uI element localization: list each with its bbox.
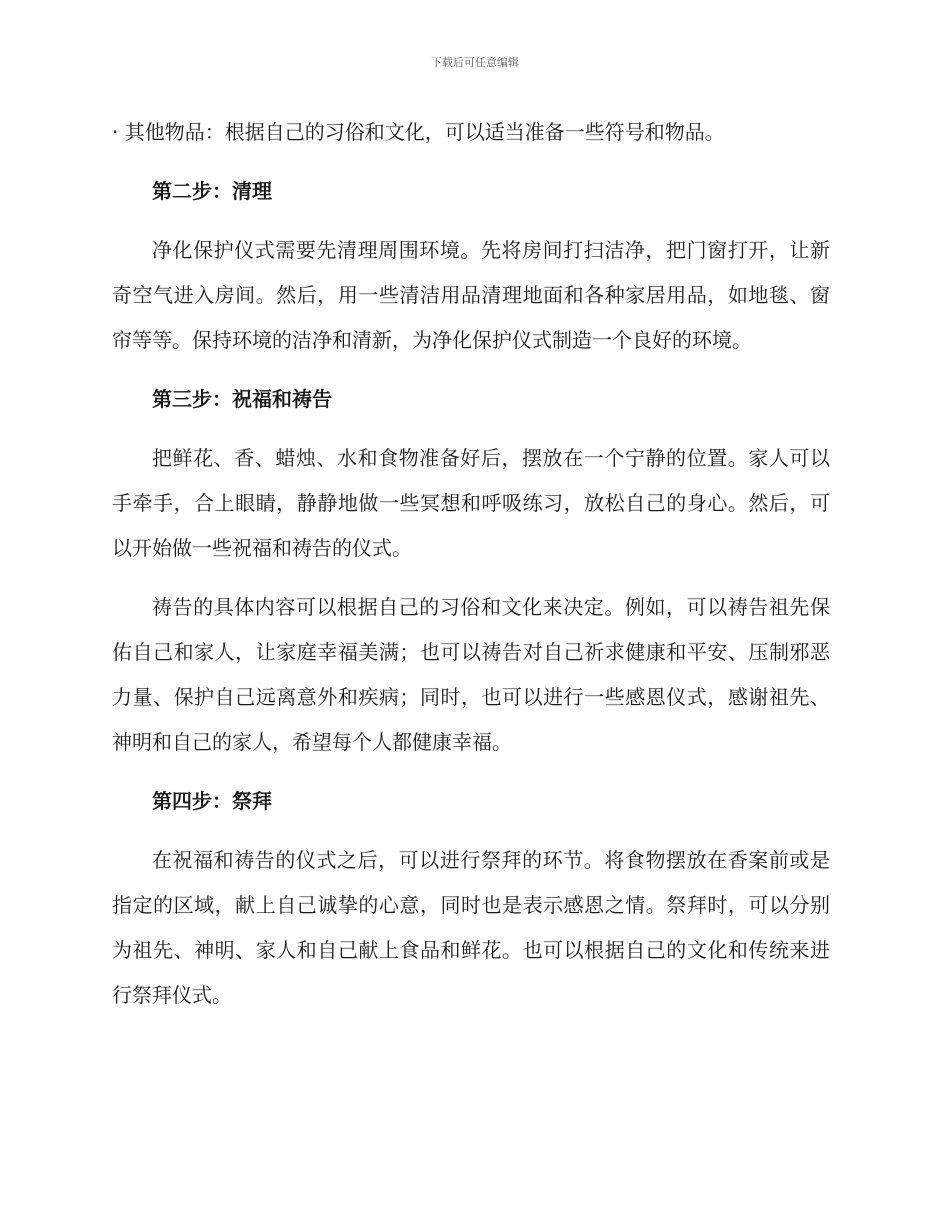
bullet-item-other-items: · 其他物品：根据自己的习俗和文化，可以适当准备一些符号和物品。 [112,120,725,144]
document-body [112,110,830,1032]
step3-heading: 第三步：祝福和祷告 [152,387,332,411]
step2-heading: 第二步：清理 [152,179,272,203]
step3-paragraph-2: 祷告的具体内容可以根据自己的习俗和文化来决定。例如，可以祷告祖先保佑自己和家人，让家庭幸福美满；也可以祷告对自己祈求健康和平安、压制邪恶力量、保护自己远离意外和疾病；同时，也可以进行一些感恩仪式，感谢祖先、神明和自己的家人，希望每个人都健康幸福。 [112,595,830,754]
step2-paragraph: 净化保护仪式需要先清理周围环境。先将房间打扫洁净，把门窗打开，让新奇空气进入房间。然后，用一些清洁用品清理地面和各种家居用品，如地毯、窗帘等等。保持环境的洁净和清新，为净化保护仪式制造一个良好的环境。 [112,238,830,352]
step4-heading: 第四步：祭拜 [152,789,272,813]
step4-paragraph: 在祝福和祷告的仪式之后，可以进行祭拜的环节。将食物摆放在香案前或是指定的区域，献上自己诚挚的心意，同时也是表示感恩之情。祭拜时，可以分别为祖先、神明、家人和自己献上食品和鲜花。也可以根据自己的文化和传统来进行祭拜仪式。 [112,848,830,1007]
page-header: 下载后可任意编辑 [431,56,519,69]
step3-paragraph-1: 把鲜花、香、蜡烛、水和食物准备好后，摆放在一个宁静的位置。家人可以手牵手，合上眼睛，静静地做一些冥想和呼吸练习，放松自己的身心。然后，可以开始做一些祝福和祷告的仪式。 [112,446,830,560]
